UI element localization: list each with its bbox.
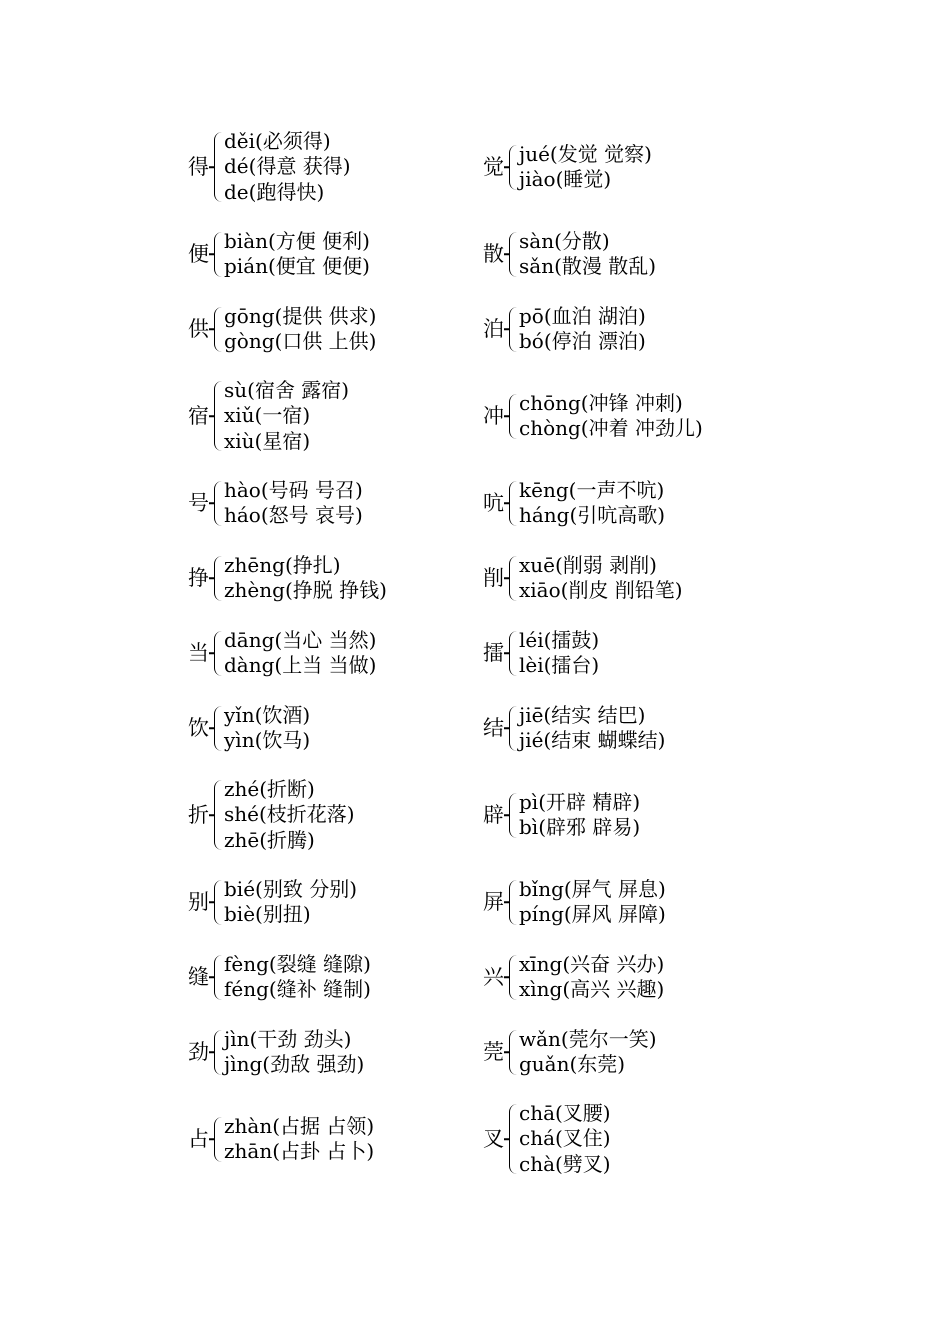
polyphone-entry xyxy=(188,378,349,455)
polyphone-character: 擂 xyxy=(483,641,504,665)
polyphone-entry xyxy=(188,777,355,854)
reading-line: zhé(折断) xyxy=(224,776,315,801)
brace-icon xyxy=(509,1104,518,1175)
reading-line: háng(引吭高歌) xyxy=(519,503,666,527)
reading-line: bié(别致 分别) xyxy=(224,876,357,901)
polyphone-character: 号 xyxy=(188,491,209,515)
polyphone-entry xyxy=(483,478,665,529)
reading-line: zhēng(挣扎) xyxy=(224,552,341,577)
polyphone-character: 占 xyxy=(188,1127,209,1151)
readings-list xyxy=(224,1027,364,1078)
reading-line: bó(停泊 漂泊) xyxy=(519,329,646,353)
reading-line: zhān(占卦 占卜) xyxy=(224,1139,375,1163)
reading-line: guǎn(东莞) xyxy=(519,1052,626,1076)
reading-line: jìng(劲敌 强劲) xyxy=(224,1052,365,1076)
polyphone-character: 当 xyxy=(188,641,209,665)
polyphone-entry xyxy=(188,877,357,928)
polyphone-character: 挣 xyxy=(188,566,209,590)
readings-list xyxy=(224,877,357,928)
readings-list xyxy=(224,628,376,679)
reading-line: pián(便宜 便便) xyxy=(224,254,370,278)
reading-line: biàn(方便 便利) xyxy=(224,228,370,253)
brace-icon xyxy=(214,706,223,751)
reading-line: xīng(兴奋 兴办) xyxy=(519,951,665,976)
brace-icon xyxy=(509,307,518,352)
brace-icon xyxy=(509,1030,518,1075)
brace-icon xyxy=(214,232,223,277)
reading-line: fèng(裂缝 缝隙) xyxy=(224,951,371,976)
reading-line: sù(宿舍 露宿) xyxy=(224,377,350,402)
reading-line: lèi(擂台) xyxy=(519,653,600,677)
brace-icon xyxy=(509,394,518,439)
polyphone-character: 别 xyxy=(188,890,209,914)
polyphone-entry xyxy=(483,1027,657,1078)
readings-list xyxy=(224,304,377,355)
reading-line: sǎn(散漫 散乱) xyxy=(519,254,657,278)
reading-line: chà(劈叉) xyxy=(519,1151,611,1176)
polyphone-entry xyxy=(483,1101,611,1178)
reading-line: yǐn(饮酒) xyxy=(224,702,311,727)
readings-list xyxy=(519,1027,657,1078)
brace-icon xyxy=(214,556,223,601)
brace-icon xyxy=(214,132,223,203)
polyphone-entry xyxy=(483,553,683,604)
reading-line: dāng(当心 当然) xyxy=(224,627,377,652)
brace-icon xyxy=(509,955,518,1000)
reading-line: jiē(结实 结巴) xyxy=(519,702,646,727)
polyphone-character: 散 xyxy=(483,242,504,266)
reading-line: gòng(口供 上供) xyxy=(224,329,377,353)
polyphone-entry xyxy=(188,478,363,529)
readings-list xyxy=(224,478,363,529)
readings-list xyxy=(224,229,370,280)
polyphone-character: 屏 xyxy=(483,890,504,914)
readings-list xyxy=(519,478,665,529)
polyphone-character: 觉 xyxy=(483,155,504,179)
polyphone-character: 兴 xyxy=(483,965,504,989)
reading-line: jué(发觉 觉察) xyxy=(519,141,652,166)
reading-line: féng(缝补 缝制) xyxy=(224,977,371,1001)
polyphone-character: 折 xyxy=(188,803,209,827)
reading-line: xuē(削弱 剥削) xyxy=(519,552,657,577)
polyphone-character: 得 xyxy=(188,155,209,179)
brace-icon xyxy=(509,232,518,277)
polyphone-entry xyxy=(188,703,310,754)
polyphone-character: 冲 xyxy=(483,404,504,428)
reading-line: dé(得意 获得) xyxy=(224,154,351,179)
reading-line: shé(枝折花落) xyxy=(224,802,355,827)
polyphone-entry xyxy=(188,229,370,280)
reading-line: háo(怒号 哀号) xyxy=(224,503,363,527)
brace-icon xyxy=(214,955,223,1000)
brace-icon xyxy=(509,793,518,838)
brace-icon xyxy=(214,631,223,676)
brace-icon xyxy=(509,631,518,676)
brace-icon xyxy=(509,706,518,751)
reading-line: yìn(饮马) xyxy=(224,728,311,752)
readings-list xyxy=(519,790,640,841)
reading-line: wǎn(莞尔一笑) xyxy=(519,1026,657,1051)
polyphone-entry xyxy=(483,304,646,355)
reading-line: jiào(睡觉) xyxy=(519,167,612,191)
polyphone-entry xyxy=(483,790,640,841)
reading-line: chōng(冲锋 冲刺) xyxy=(519,390,683,415)
reading-line: kēng(一声不吭) xyxy=(519,477,665,502)
polyphone-character: 削 xyxy=(483,566,504,590)
brace-icon xyxy=(509,481,518,526)
brace-icon xyxy=(509,556,518,601)
reading-line: jìn(干劲 劲头) xyxy=(224,1026,352,1051)
readings-list xyxy=(224,703,310,754)
reading-line: zhē(折腾) xyxy=(224,827,315,852)
polyphone-character: 辟 xyxy=(483,803,504,827)
brace-icon xyxy=(214,381,223,452)
reading-line: xiǔ(一宿) xyxy=(224,403,311,428)
reading-line: de(跑得快) xyxy=(224,179,325,204)
reading-line: biè(别扭) xyxy=(224,902,311,926)
reading-line: zhèng(挣脱 挣钱) xyxy=(224,578,387,602)
reading-line: zhàn(占据 占领) xyxy=(224,1113,375,1138)
polyphone-character: 宿 xyxy=(188,404,209,428)
polyphone-entry xyxy=(483,877,666,928)
reading-line: chá(叉住) xyxy=(519,1126,611,1151)
polyphone-entry xyxy=(483,952,664,1003)
polyphone-character: 吭 xyxy=(483,491,504,515)
reading-line: píng(屏风 屏障) xyxy=(519,902,666,926)
reading-line: chòng(冲着 冲劲儿) xyxy=(519,416,703,440)
readings-list xyxy=(224,378,349,455)
readings-list xyxy=(519,1101,611,1178)
readings-list xyxy=(519,304,646,355)
brace-icon xyxy=(509,880,518,925)
brace-icon xyxy=(214,481,223,526)
reading-line: bǐng(屏气 屏息) xyxy=(519,876,666,901)
readings-list xyxy=(224,553,387,604)
brace-icon xyxy=(214,880,223,925)
brace-icon xyxy=(214,780,223,851)
brace-icon xyxy=(214,1117,223,1162)
reading-line: hào(号码 号召) xyxy=(224,477,363,502)
readings-list xyxy=(519,553,683,604)
polyphone-entry xyxy=(483,391,703,442)
readings-list xyxy=(519,628,599,679)
polyphone-entry xyxy=(188,952,371,1003)
polyphone-character: 供 xyxy=(188,317,209,341)
reading-line: dàng(上当 当做) xyxy=(224,653,377,677)
readings-list xyxy=(519,142,652,193)
reading-line: pì(开辟 精辟) xyxy=(519,789,641,814)
reading-line: pō(血泊 湖泊) xyxy=(519,303,646,328)
readings-list xyxy=(224,129,351,206)
polyphone-entry xyxy=(188,628,376,679)
reading-line: děi(必须得) xyxy=(224,128,331,153)
readings-list xyxy=(519,229,656,280)
polyphone-character: 叉 xyxy=(483,1127,504,1151)
polyphone-character: 劲 xyxy=(188,1040,209,1064)
polyphone-entry xyxy=(483,703,665,754)
polyphone-entry xyxy=(188,1114,374,1165)
polyphone-entry xyxy=(483,229,656,280)
polyphone-character: 莞 xyxy=(483,1040,504,1064)
brace-icon xyxy=(509,145,518,190)
reading-line: chā(叉腰) xyxy=(519,1100,611,1125)
reading-line: léi(擂鼓) xyxy=(519,627,600,652)
reading-line: gōng(提供 供求) xyxy=(224,303,377,328)
readings-list xyxy=(224,777,355,854)
brace-icon xyxy=(214,307,223,352)
polyphone-character: 缝 xyxy=(188,965,209,989)
reading-line: bì(辟邪 辟易) xyxy=(519,815,641,839)
readings-list xyxy=(224,952,371,1003)
reading-line: jié(结束 蝴蝶结) xyxy=(519,728,666,752)
reading-line: xiāo(削皮 削铅笔) xyxy=(519,578,683,602)
polyphone-character: 饮 xyxy=(188,716,209,740)
polyphone-character: 结 xyxy=(483,716,504,740)
polyphone-entry xyxy=(483,628,599,679)
reading-line: xìng(高兴 兴趣) xyxy=(519,977,665,1001)
reading-line: sàn(分散) xyxy=(519,228,610,253)
readings-list xyxy=(519,877,666,928)
polyphone-character: 泊 xyxy=(483,317,504,341)
readings-list xyxy=(519,391,703,442)
reading-line: xiù(星宿) xyxy=(224,428,311,453)
polyphone-entry xyxy=(188,129,351,206)
polyphone-entry xyxy=(188,1027,364,1078)
readings-list xyxy=(519,952,664,1003)
brace-icon xyxy=(214,1030,223,1075)
readings-list xyxy=(224,1114,374,1165)
polyphone-character: 便 xyxy=(188,242,209,266)
readings-list xyxy=(519,703,665,754)
polyphone-entry xyxy=(188,304,377,355)
polyphone-entry xyxy=(483,142,652,193)
polyphone-entry xyxy=(188,553,387,604)
